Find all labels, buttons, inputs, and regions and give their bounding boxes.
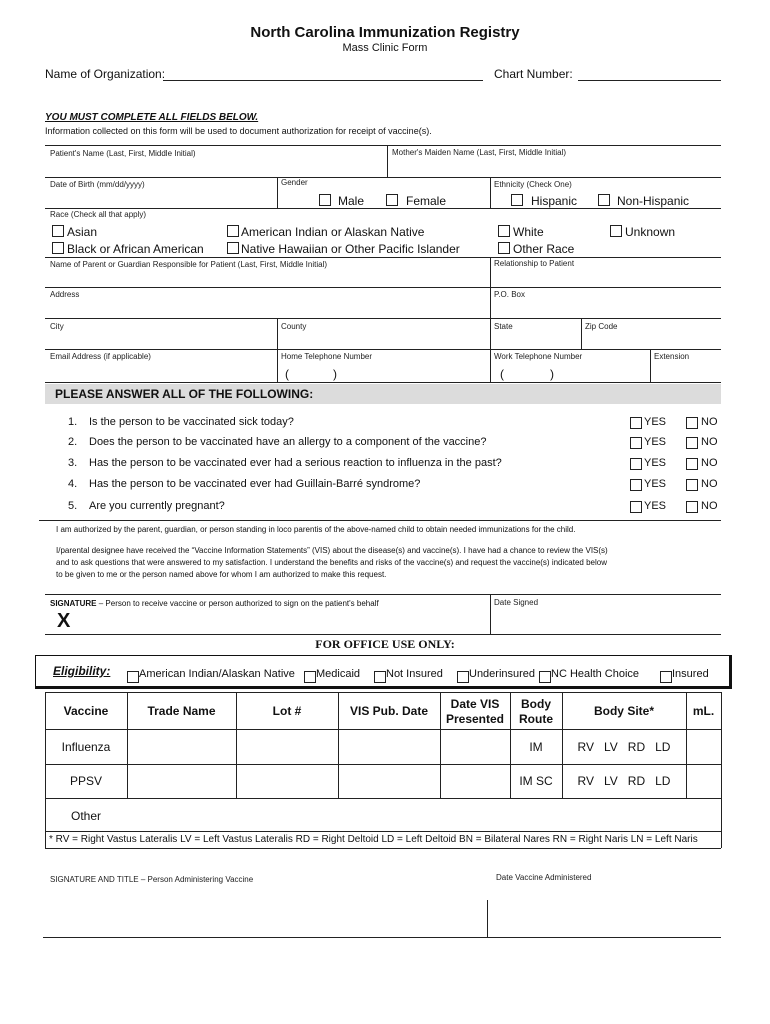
american-indian-label: American Indian or Alaskan Native <box>241 225 425 239</box>
yes-label: YES <box>644 416 667 428</box>
male-checkbox[interactable] <box>319 194 331 206</box>
signature-x-mark[interactable]: X <box>57 610 71 632</box>
work-phone-paren-close: ) <box>550 367 554 381</box>
extension-field[interactable]: Extension <box>654 352 690 361</box>
unknown-checkbox[interactable] <box>610 225 622 237</box>
race-label: Race (Check all that apply) <box>50 210 147 219</box>
date-administered-label: Date Vaccine Administered <box>496 873 592 882</box>
zip-field[interactable]: Zip Code <box>585 322 618 331</box>
yes-checkbox[interactable] <box>630 417 642 429</box>
chart-number-field[interactable] <box>578 80 721 81</box>
hawaiian-checkbox[interactable] <box>227 242 239 254</box>
col-vaccine-header: Vaccine <box>63 704 109 718</box>
administrator-signature-field[interactable] <box>43 937 721 938</box>
relationship-field[interactable]: Relationship to Patient <box>494 259 575 268</box>
female-checkbox[interactable] <box>386 194 398 206</box>
no-label: NO <box>701 416 718 428</box>
guardian-field[interactable]: Name of Parent or Guardian Responsible for Patient (Last, First, Middle Initial) <box>50 260 328 269</box>
question-number: 3. <box>68 457 78 469</box>
patient-name-field[interactable]: Patient's Name (Last, First, Middle Initial) <box>50 149 196 158</box>
col-ml-header: mL. <box>692 704 715 718</box>
row-influenza-vaccine: Influenza <box>61 740 111 754</box>
city-field[interactable]: City <box>50 322 64 331</box>
unknown-label: Unknown <box>625 225 676 239</box>
question-number: 1. <box>68 416 78 428</box>
question-text: Is the person to be vaccinated sick today? <box>89 416 294 428</box>
eligibility-checkbox[interactable] <box>539 671 551 683</box>
body-site-footnote: * RV = Right Vastus Lateralis LV = Left Vastus Lateralis RD = Right Deltoid LD = Left Deltoid BN = Bilateral Nares RN = Right Naris LN = Left Naris <box>49 834 698 845</box>
question-text: Are you currently pregnant? <box>89 500 225 512</box>
no-checkbox[interactable] <box>686 437 698 449</box>
black-label: Black or African American <box>67 242 204 256</box>
row-ppsv-route[interactable]: IM SC <box>519 774 553 788</box>
row-influenza-site[interactable]: RV LV RD LD <box>577 740 671 754</box>
row-influenza-route[interactable]: IM <box>529 740 543 754</box>
no-checkbox[interactable] <box>686 501 698 513</box>
administrator-signature-label: SIGNATURE AND TITLE – Person Administering Vaccine <box>50 875 254 884</box>
black-checkbox[interactable] <box>52 242 64 254</box>
chart-number-label: Chart Number: <box>494 67 573 81</box>
form-subtitle: Mass Clinic Form <box>342 42 428 54</box>
po-box-field[interactable]: P.O. Box <box>494 290 525 299</box>
no-label: NO <box>701 457 718 469</box>
email-field[interactable]: Email Address (if applicable) <box>50 352 151 361</box>
eligibility-checkbox[interactable] <box>127 671 139 683</box>
work-phone-paren-open: ( <box>500 367 504 381</box>
ethnicity-label: Ethnicity (Check One) <box>494 180 572 189</box>
white-label: White <box>513 225 544 239</box>
row-other-vaccine: Other <box>70 809 101 823</box>
yes-label: YES <box>644 478 667 490</box>
asian-label: Asian <box>67 225 98 239</box>
no-label: NO <box>701 436 718 448</box>
state-field[interactable]: State <box>494 322 513 331</box>
notice-heading: YOU MUST COMPLETE ALL FIELDS BELOW. <box>45 112 259 123</box>
gender-label: Gender <box>281 178 308 187</box>
yes-checkbox[interactable] <box>630 479 642 491</box>
question-text: Has the person to be vaccinated ever had Guillain-Barré syndrome? <box>89 478 421 490</box>
other-race-checkbox[interactable] <box>498 242 510 254</box>
white-checkbox[interactable] <box>498 225 510 237</box>
question-text: Has the person to be vaccinated ever had a serious reaction to influenza in the past? <box>89 457 502 469</box>
yes-checkbox[interactable] <box>630 458 642 470</box>
col-date-vis-header-1: Date VIS <box>450 697 500 711</box>
col-lot-header: Lot # <box>272 704 302 718</box>
non-hispanic-checkbox[interactable] <box>598 194 610 206</box>
patient-signature-label <box>50 599 379 608</box>
eligibility-option-label: Not Insured <box>386 668 443 680</box>
home-phone-paren-open: ( <box>285 367 289 381</box>
organization-field[interactable] <box>163 80 483 81</box>
form-title: North Carolina Immunization Registry <box>250 24 520 41</box>
dob-field[interactable]: Date of Birth (mm/dd/yyyy) <box>50 180 145 189</box>
eligibility-checkbox[interactable] <box>374 671 386 683</box>
questions-heading: PLEASE ANSWER ALL OF THE FOLLOWING: <box>55 387 314 401</box>
eligibility-option-label: NC Health Choice <box>551 668 640 680</box>
question-number: 2. <box>68 436 78 448</box>
no-checkbox[interactable] <box>686 458 698 470</box>
hispanic-checkbox[interactable] <box>511 194 523 206</box>
question-number: 4. <box>68 478 78 490</box>
no-checkbox[interactable] <box>686 479 698 491</box>
authorization-line-3: to be given to me or the person named above for whom I am authorized to make this request. <box>56 570 387 579</box>
col-trade-header: Trade Name <box>147 704 216 718</box>
eligibility-label: Eligibility: <box>53 664 111 678</box>
office-use-heading: FOR OFFICE USE ONLY: <box>315 637 455 651</box>
county-field[interactable]: County <box>281 322 307 331</box>
hawaiian-label: Native Hawaiian or Other Pacific Islander <box>241 242 460 256</box>
american-indian-checkbox[interactable] <box>227 225 239 237</box>
yes-label: YES <box>644 457 667 469</box>
other-race-label: Other Race <box>513 242 575 256</box>
yes-checkbox[interactable] <box>630 501 642 513</box>
asian-checkbox[interactable] <box>52 225 64 237</box>
row-ppsv-vaccine: PPSV <box>69 774 102 788</box>
non-hispanic-label: Non-Hispanic <box>617 194 690 208</box>
no-label: NO <box>701 500 718 512</box>
hispanic-label: Hispanic <box>531 194 578 208</box>
eligibility-option-label: Underinsured <box>469 668 536 680</box>
eligibility-option-label: Insured <box>672 668 709 680</box>
row-ppsv-site[interactable]: RV LV RD LD <box>577 774 671 788</box>
yes-label: YES <box>644 436 667 448</box>
eligibility-checkbox[interactable] <box>304 671 316 683</box>
notice-text: Information collected on this form will be used to document authorization for receipt of vaccine(s). <box>45 126 432 136</box>
signature-label-rest: – Person to receive vaccine or person authorized to sign on the patient's behalf <box>96 599 379 608</box>
col-route-header-2: Route <box>519 712 553 726</box>
work-phone-field[interactable]: Work Telephone Number <box>494 352 583 361</box>
no-label: NO <box>701 478 718 490</box>
date-signed-field[interactable]: Date Signed <box>494 598 539 607</box>
home-phone-field[interactable]: Home Telephone Number <box>281 352 373 361</box>
yes-checkbox[interactable] <box>630 437 642 449</box>
organization-label: Name of Organization: <box>45 67 166 81</box>
col-route-header-1: Body <box>521 697 551 711</box>
no-checkbox[interactable] <box>686 417 698 429</box>
col-date-vis-header-2: Presented <box>445 712 505 726</box>
col-site-header: Body Site* <box>593 704 654 718</box>
maiden-name-field[interactable]: Mother's Maiden Name (Last, First, Middle Initial) <box>392 148 567 157</box>
authorization-line-1: I/parental designee have received the “Vaccine Information Statements” (VIS) about the disease(s) and vaccine(s). I have had a chance to review the VIS(s) <box>56 546 608 555</box>
signature-label-bold: SIGNATURE <box>50 599 97 608</box>
eligibility-option-label: American Indian/Alaskan Native <box>139 668 295 680</box>
authorization-line-2: and to ask questions that were answered to my satisfaction. I understand the benefits and risks of the vaccine(s) and request the vaccine(s) indicated below <box>56 558 607 567</box>
eligibility-checkbox[interactable] <box>457 671 469 683</box>
address-field[interactable]: Address <box>50 290 80 299</box>
authorization-paragraph-1: I am authorized by the parent, guardian, or person standing in loco parentis of the above-named child to obtain needed immunizations for the child. <box>56 525 576 534</box>
female-label: Female <box>406 194 447 208</box>
eligibility-checkbox[interactable] <box>660 671 672 683</box>
male-label: Male <box>338 194 365 208</box>
question-number: 5. <box>68 500 78 512</box>
question-text: Does the person to be vaccinated have an allergy to a component of the vaccine? <box>89 436 487 448</box>
home-phone-paren-close: ) <box>333 367 337 381</box>
yes-label: YES <box>644 500 667 512</box>
eligibility-option-label: Medicaid <box>316 668 361 680</box>
col-vis-header: VIS Pub. Date <box>349 704 429 718</box>
